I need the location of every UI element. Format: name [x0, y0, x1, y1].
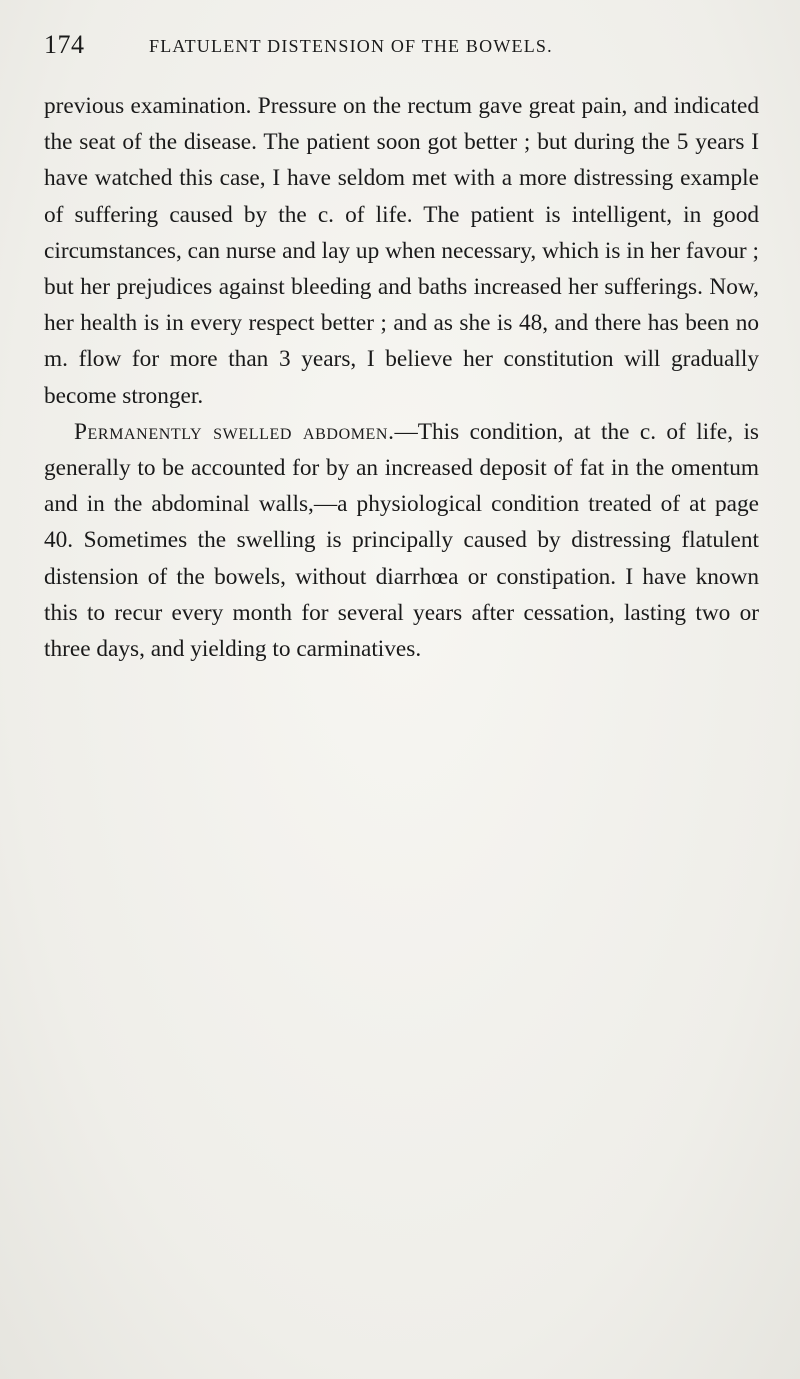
paragraph-permanently-swelled-abdomen — [44, 414, 759, 667]
running-head: FLATULENT DISTENSION OF THE BOWELS. — [149, 36, 553, 56]
paragraph-body: —This condition, at the c. of life, is generally to be accounted for by an increased deposit of fat in the omentum and in the abdominal walls,—a physiological condition treated of at page 40. Sometimes the swelling is principally caused by distressing flatulent distension of the bowels, without diarrhœa or constipation. I have known this to recur every month for several years after cessation, lasting two or three days, and yielding to carminatives. — [44, 418, 759, 663]
body-text — [44, 88, 759, 667]
paragraph-continuation: previous examination. Pressure on the rectum gave great pain, and indicated the seat of the disease. The patient soon got better ; but during the 5 years I have watched this case, I have seldom met with a more distressing example of suffering caused by the c. of life. The patient is intelligent, in good circumstances, can nurse and lay up when necessary, which is in her favour ; but her prejudices against bleeding and baths increased her sufferings. Now, her health is in every respect better ; and as she is 48, and there has been no m. flow for more than 3 years, I believe her constitution will gradually become stronger. — [44, 93, 759, 409]
page-number: 174 — [44, 30, 85, 59]
section-heading: Permanently swelled abdomen. — [74, 418, 395, 445]
page-header — [44, 30, 756, 64]
